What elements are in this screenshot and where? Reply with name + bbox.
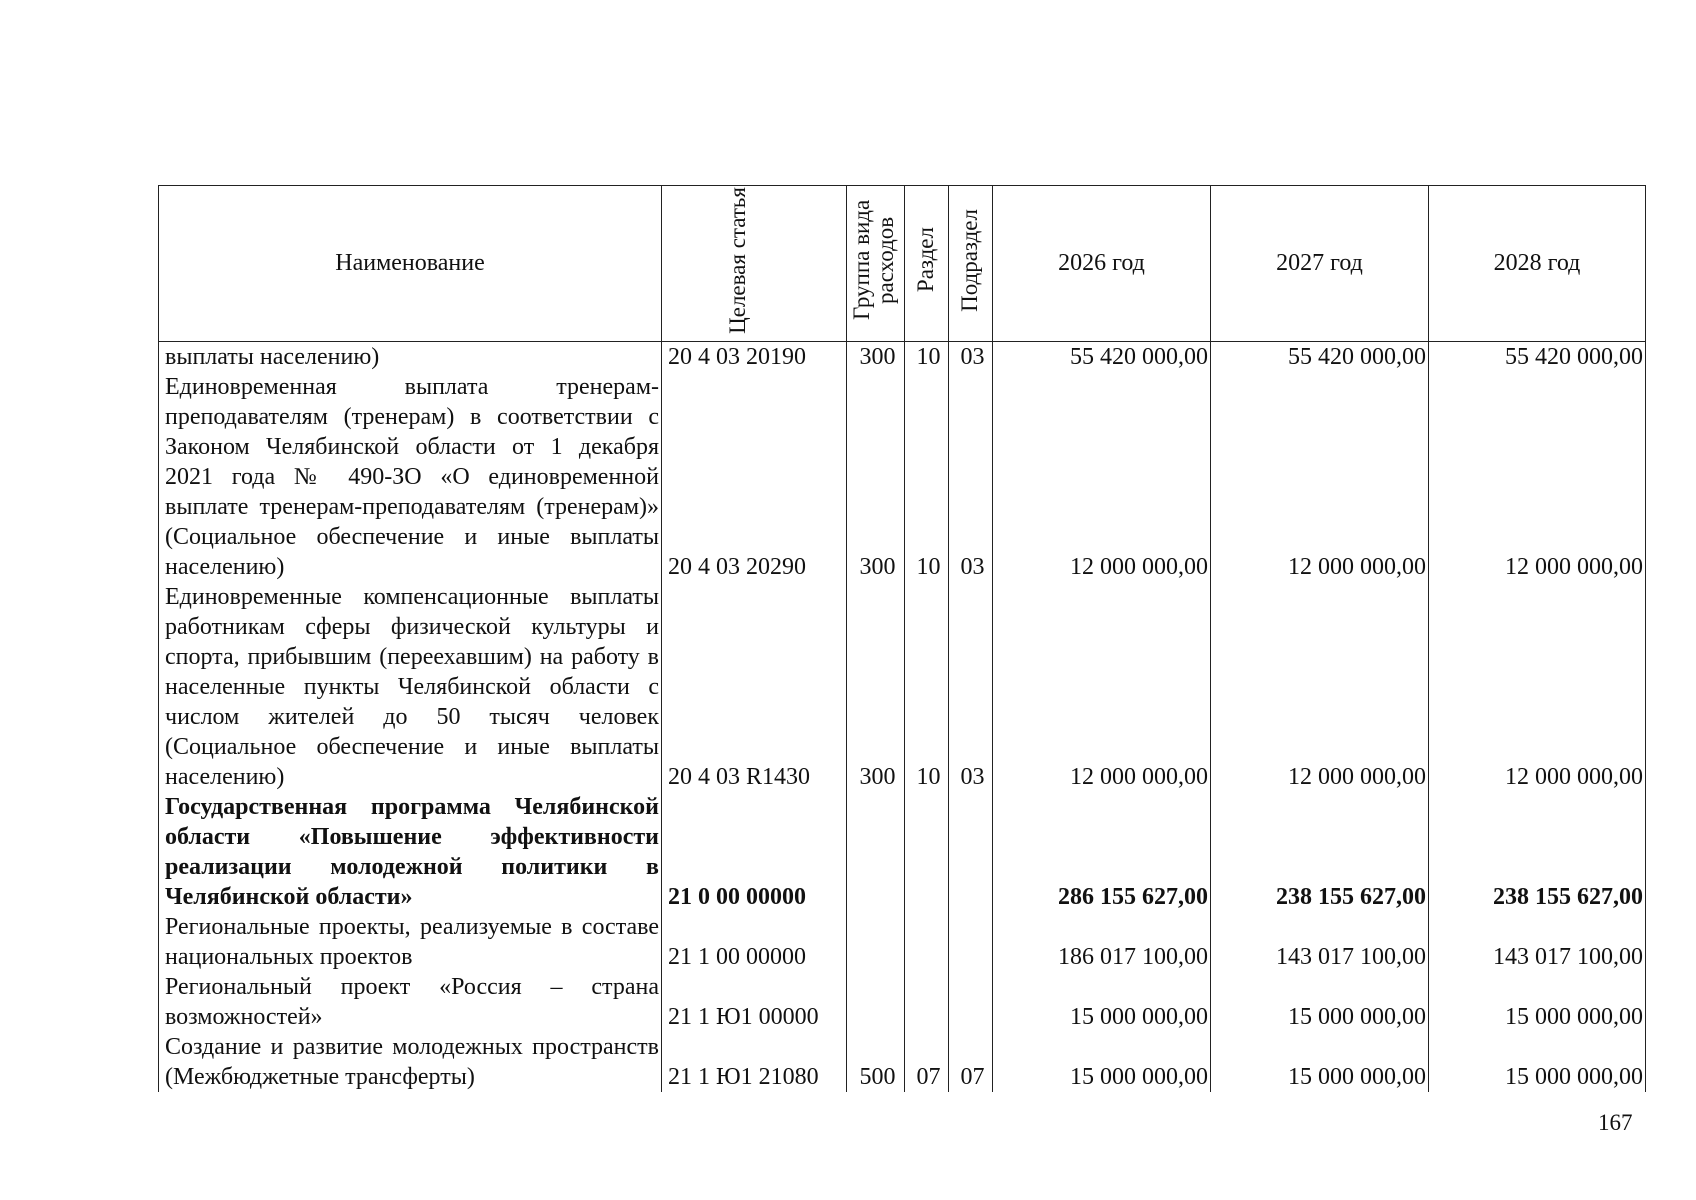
header-year-2027: 2027 год bbox=[1211, 186, 1429, 342]
row-name: Региональные проекты, реализуемые в составе национальных проектов bbox=[159, 912, 662, 972]
row-value-2027: 12 000 000,00 bbox=[1211, 372, 1429, 582]
row-value-2026: 55 420 000,00 bbox=[993, 342, 1211, 373]
header-section bbox=[905, 186, 949, 342]
row-value-2027: 15 000 000,00 bbox=[1211, 1032, 1429, 1092]
row-section: 10 bbox=[905, 372, 949, 582]
row-value-2028: 238 155 627,00 bbox=[1429, 792, 1646, 912]
row-value-2028: 12 000 000,00 bbox=[1429, 582, 1646, 792]
row-value-2026: 15 000 000,00 bbox=[993, 972, 1211, 1032]
row-name: Единовременные компенсационные выплаты работникам сферы физической культуры и спорта, прибывшим (переехавшим) на работу в населенные пункты Челябинской области с числом жителей до 50 тысяч человек (Социальное обеспечение и иные выплаты населению) bbox=[159, 582, 662, 792]
table-row bbox=[159, 912, 1646, 972]
row-name: Создание и развитие молодежных пространств (Межбюджетные трансферты) bbox=[159, 1032, 662, 1092]
row-target-code: 20 4 03 20190 bbox=[662, 342, 847, 373]
row-value-2027: 238 155 627,00 bbox=[1211, 792, 1429, 912]
row-expense-group bbox=[847, 912, 905, 972]
row-expense-group: 300 bbox=[847, 342, 905, 373]
page-number: 167 bbox=[1598, 1110, 1633, 1135]
header-target-article bbox=[662, 186, 847, 342]
row-value-2027: 143 017 100,00 bbox=[1211, 912, 1429, 972]
row-target-code: 20 4 03 20290 bbox=[662, 372, 847, 582]
row-value-2027: 55 420 000,00 bbox=[1211, 342, 1429, 373]
table-row bbox=[159, 342, 1646, 373]
row-subsection: 07 bbox=[949, 1032, 993, 1092]
row-value-2028: 143 017 100,00 bbox=[1429, 912, 1646, 972]
row-expense-group bbox=[847, 972, 905, 1032]
header-name: Наименование bbox=[159, 186, 662, 342]
row-section bbox=[905, 972, 949, 1032]
table-row bbox=[159, 1032, 1646, 1092]
row-value-2028: 15 000 000,00 bbox=[1429, 1032, 1646, 1092]
row-value-2028: 55 420 000,00 bbox=[1429, 342, 1646, 373]
header-year-2026: 2026 год bbox=[993, 186, 1211, 342]
header-subsection-label: Подраздел bbox=[957, 208, 983, 312]
row-value-2028: 12 000 000,00 bbox=[1429, 372, 1646, 582]
row-value-2027: 12 000 000,00 bbox=[1211, 582, 1429, 792]
row-section: 10 bbox=[905, 582, 949, 792]
row-name: выплаты населению) bbox=[159, 342, 662, 373]
row-subsection: 03 bbox=[949, 342, 993, 373]
row-value-2026: 286 155 627,00 bbox=[993, 792, 1211, 912]
header-section-label: Раздел bbox=[913, 227, 939, 293]
table-row bbox=[159, 972, 1646, 1032]
row-target-code: 21 1 Ю1 00000 bbox=[662, 972, 847, 1032]
budget-table bbox=[158, 185, 1646, 1092]
row-section: 10 bbox=[905, 342, 949, 373]
row-subsection bbox=[949, 792, 993, 912]
row-name: Государственная программа Челябинской области «Повышение эффективности реализации молодежной политики в Челябинской области» bbox=[159, 792, 662, 912]
header-year-2028: 2028 год bbox=[1429, 186, 1646, 342]
row-expense-group: 300 bbox=[847, 372, 905, 582]
row-section: 07 bbox=[905, 1032, 949, 1092]
row-expense-group: 500 bbox=[847, 1032, 905, 1092]
header-subsection bbox=[949, 186, 993, 342]
row-section bbox=[905, 912, 949, 972]
table-row bbox=[159, 372, 1646, 582]
row-subsection bbox=[949, 972, 993, 1032]
table-row-program bbox=[159, 792, 1646, 912]
row-value-2026: 15 000 000,00 bbox=[993, 1032, 1211, 1092]
row-subsection: 03 bbox=[949, 372, 993, 582]
table-row bbox=[159, 582, 1646, 792]
row-value-2027: 15 000 000,00 bbox=[1211, 972, 1429, 1032]
row-value-2028: 15 000 000,00 bbox=[1429, 972, 1646, 1032]
row-subsection: 03 bbox=[949, 582, 993, 792]
table-header-row bbox=[159, 186, 1646, 342]
header-target-article-label: Целевая статья bbox=[725, 186, 750, 334]
row-expense-group: 300 bbox=[847, 582, 905, 792]
row-value-2026: 12 000 000,00 bbox=[993, 372, 1211, 582]
row-target-code: 21 0 00 00000 bbox=[662, 792, 847, 912]
header-expense-group bbox=[847, 186, 905, 342]
row-subsection bbox=[949, 912, 993, 972]
row-target-code: 21 1 00 00000 bbox=[662, 912, 847, 972]
header-expense-group-label: Группа вида расходов bbox=[848, 199, 898, 321]
row-section bbox=[905, 792, 949, 912]
row-expense-group bbox=[847, 792, 905, 912]
row-name: Региональный проект «Россия – страна возможностей» bbox=[159, 972, 662, 1032]
row-target-code: 21 1 Ю1 21080 bbox=[662, 1032, 847, 1092]
row-value-2026: 12 000 000,00 bbox=[993, 582, 1211, 792]
row-value-2026: 186 017 100,00 bbox=[993, 912, 1211, 972]
row-name: Единовременная выплата тренерам-преподавателям (тренерам) в соответствии с Законом Челябинской области от 1 декабря 2021 года № 490-ЗО «О единовременной выплате тренерам-преподавателям (тренерам)» (Социальное обеспечение и иные выплаты населению) bbox=[159, 372, 662, 582]
row-target-code: 20 4 03 R1430 bbox=[662, 582, 847, 792]
